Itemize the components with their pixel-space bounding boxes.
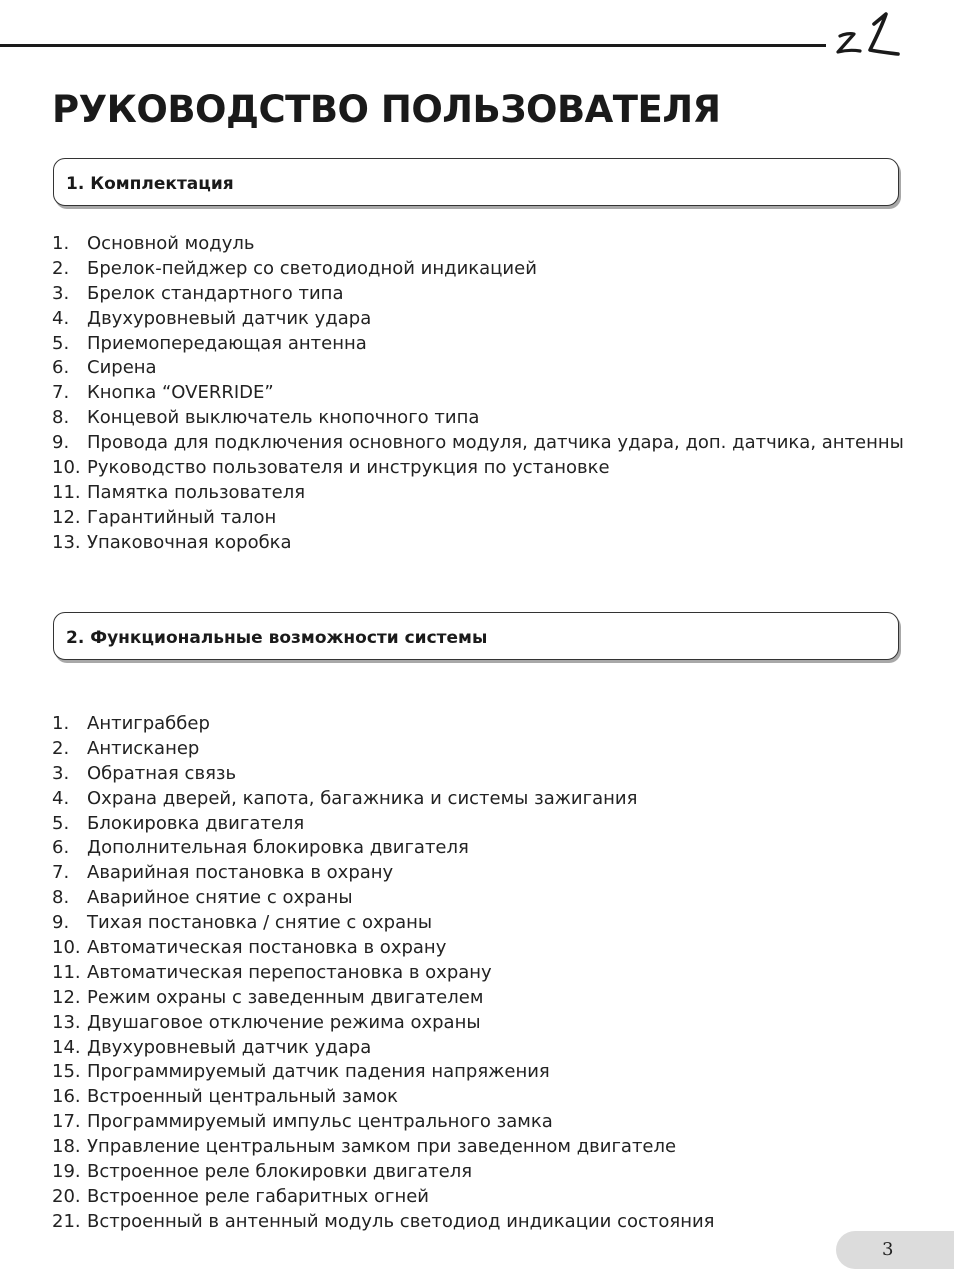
list-item [52,812,715,837]
item-text: Сирена [87,357,157,379]
list-item [52,1085,715,1110]
list-item [52,1011,715,1036]
item-text: Встроенное реле габаритных огней [87,1185,429,1207]
item-text: Автоматическая постановка в охрану [87,937,447,959]
list-item [52,861,715,886]
list-item [52,787,715,812]
item-number: 8. [52,407,70,429]
item-number: 8. [52,887,70,909]
item-number: 20. [52,1185,81,1207]
item-text: Встроенный в антенный модуль светодиод индикации состояния [87,1210,715,1232]
list-item [52,406,904,431]
item-text: Встроенное реле блокировки двигателя [87,1161,473,1183]
item-text: Аварийная постановка в охрану [87,862,394,884]
item-text: Основной модуль [87,233,255,254]
item-text: Приемопередающая антенна [87,332,367,354]
item-text: Брелок стандартного типа [87,282,344,304]
item-number: 3. [52,282,70,304]
item-text: Гарантийный талон [87,506,277,528]
list-item [52,381,904,406]
contents-list [52,232,904,556]
list-item [52,1110,715,1135]
list-item [52,986,715,1011]
item-text: Охрана дверей, капота, багажника и системы зажигания [87,787,638,809]
section-heading: 1. Комплектация [66,174,234,194]
features-list [52,712,715,1235]
item-text: Кнопка “OVERRIDE” [87,382,274,404]
list-item [52,257,904,282]
header-rule [0,44,826,47]
list-item [52,712,715,737]
item-number: 11. [52,481,81,503]
list-item [52,1036,715,1061]
item-text: Провода для подключения основного модуля, датчика удара, доп. датчика, антенны [87,432,904,454]
item-text: Руководство пользователя и инструкция по установке [87,457,610,479]
item-number: 9. [52,912,70,934]
list-item [52,1135,715,1160]
item-number: 18. [52,1136,81,1158]
item-text: Программируемый импульс центрального замка [87,1111,553,1133]
item-number: 14. [52,1036,81,1058]
list-item [52,1210,715,1235]
list-item [52,481,904,506]
item-number: 12. [52,506,81,528]
section-header-contents [53,158,899,206]
list-item [52,911,715,936]
item-number: 2. [52,257,70,279]
item-number: 6. [52,357,70,379]
item-number: 2. [52,737,70,759]
list-item [52,282,904,307]
item-text: Упаковочная коробка [87,531,292,553]
list-item [52,737,715,762]
item-number: 13. [52,531,81,553]
list-item [52,886,715,911]
item-text: Блокировка двигателя [87,812,305,834]
item-number: 10. [52,937,81,959]
item-text: Двушаговое отключение режима охраны [87,1011,481,1033]
item-text: Встроенный центральный замок [87,1086,399,1108]
item-number: 7. [52,862,70,884]
item-number: 3. [52,762,70,784]
item-text: Антисканер [87,737,200,759]
item-text: Брелок-пейджер со светодиодной индикацией [87,257,537,279]
item-text: Антиграббер [87,713,210,734]
list-item [52,456,904,481]
item-text: Аварийное снятие с охраны [87,887,353,909]
item-number: 15. [52,1061,81,1083]
item-number: 16. [52,1086,81,1108]
item-text: Двухуровневый датчик удара [87,307,372,329]
list-item [52,936,715,961]
item-number: 5. [52,332,70,354]
item-number: 6. [52,837,70,859]
page-number: 3 [882,1239,894,1260]
list-item [52,307,904,332]
list-item [52,531,904,556]
list-item [52,1160,715,1185]
item-text: Режим охраны с заведенным двигателем [87,986,484,1008]
list-item [52,1060,715,1085]
item-text: Двухуровневый датчик удара [87,1036,372,1058]
list-item [52,506,904,531]
list-item [52,836,715,861]
item-number: 19. [52,1161,81,1183]
item-text: Тихая постановка / снятие с охраны [87,912,433,934]
item-number: 4. [52,307,70,329]
item-number: 13. [52,1011,81,1033]
item-number: 4. [52,787,70,809]
item-number: 7. [52,382,70,404]
item-number: 5. [52,812,70,834]
list-item [52,762,715,787]
item-text: Программируемый датчик падения напряжения [87,1061,550,1083]
item-number: 10. [52,457,81,479]
item-text: Обратная связь [87,762,237,784]
page-number-tab [836,1231,954,1269]
section-heading: 2. Функциональные возможности системы [66,628,488,648]
brand-logo [830,8,910,60]
list-item [52,961,715,986]
item-number: 1. [52,233,70,254]
list-item [52,431,904,456]
section-header-features [53,612,899,660]
list-item [52,232,904,257]
list-item [52,356,904,381]
page-title: РУКОВОДСТВО ПОЛЬЗОВАТЕЛЯ [52,88,721,131]
item-number: 11. [52,961,81,983]
item-text: Концевой выключатель кнопочного типа [87,407,480,429]
item-text: Управление центральным замком при заведенном двигателе [87,1136,677,1158]
item-number: 17. [52,1111,81,1133]
list-item [52,1185,715,1210]
item-number: 12. [52,986,81,1008]
item-number: 9. [52,432,70,454]
item-number: 21. [52,1210,81,1232]
item-text: Дополнительная блокировка двигателя [87,837,469,859]
list-item [52,332,904,357]
item-number: 1. [52,713,70,734]
item-text: Памятка пользователя [87,481,306,503]
item-text: Автоматическая перепостановка в охрану [87,961,492,983]
